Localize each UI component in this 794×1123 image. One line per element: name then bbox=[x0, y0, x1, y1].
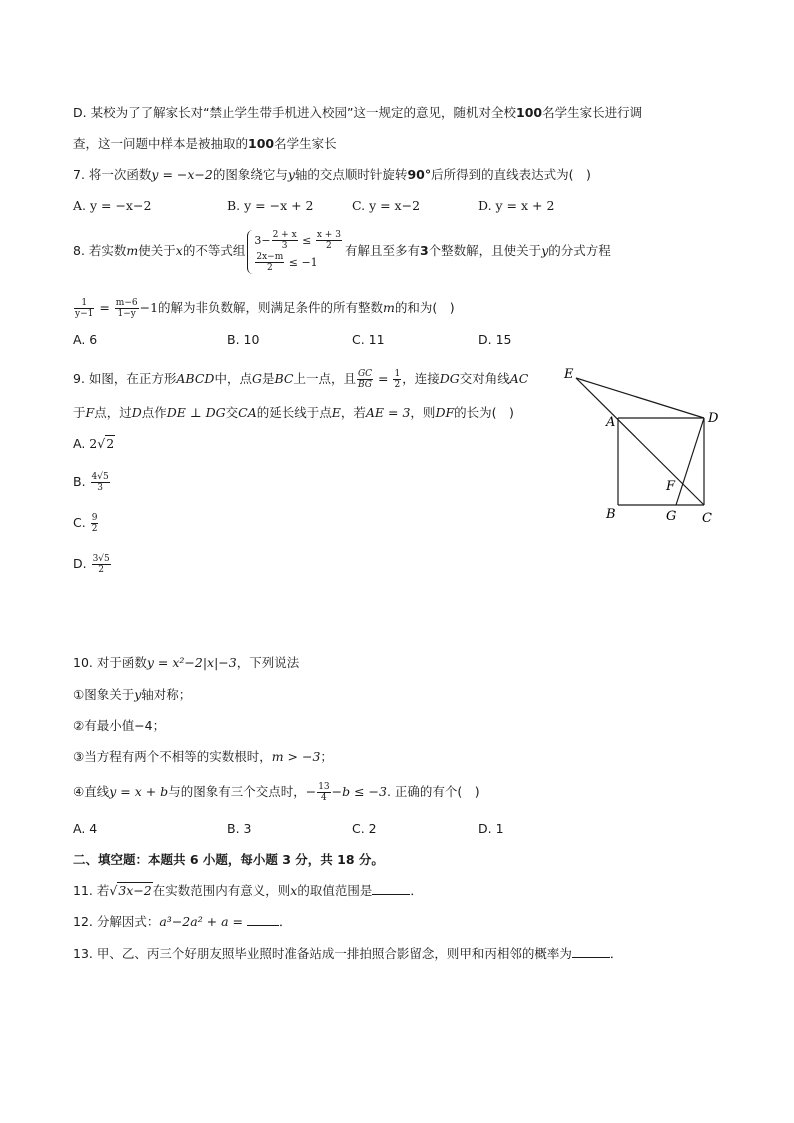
q6-option-d-line2 bbox=[73, 135, 337, 153]
q9-eq: = bbox=[374, 371, 393, 386]
q13-tail: ． bbox=[609, 946, 623, 961]
q7-opt-b-text: B. y = −x + 2 bbox=[227, 198, 314, 213]
q11-x: x bbox=[290, 883, 298, 898]
q8-i1b: ≤ bbox=[298, 233, 315, 247]
q9-optd-label: D. bbox=[73, 556, 91, 571]
q11-b: 在实数范围内有意义，则 bbox=[152, 883, 291, 898]
q9-l2f: ，若 bbox=[340, 405, 366, 420]
question-10-stem bbox=[73, 654, 299, 672]
q7-d: 后所得到的直线表达式为( ) bbox=[431, 167, 591, 182]
q10-s4-num: 13 bbox=[318, 782, 330, 792]
q10-s4a: ④直线 bbox=[73, 784, 110, 799]
q8-c: 的不等式组 bbox=[182, 243, 246, 258]
q7-a: 7. 将一次函数 bbox=[73, 167, 152, 182]
question-13 bbox=[73, 945, 622, 963]
q11-answer-blank[interactable] bbox=[372, 882, 410, 895]
q10-opt-c-text: C. 2 bbox=[352, 821, 377, 836]
q10-s4c: 与的图象有三个交点时， bbox=[168, 784, 306, 799]
q10-s4d: − bbox=[305, 784, 317, 799]
q10-option-d bbox=[478, 820, 504, 838]
q9-a: 9. 如图，在正方形 bbox=[73, 371, 177, 386]
q9-l2g: ，则 bbox=[410, 405, 436, 420]
q8-i1-num2: x + 3 bbox=[316, 230, 341, 240]
q9-ratio-den: BG bbox=[358, 380, 372, 390]
q9-b: 中，点 bbox=[214, 371, 252, 386]
q10-s4f: . 正确的有个( ) bbox=[386, 784, 480, 799]
q7-expr: y = −x−2 bbox=[151, 167, 213, 182]
q10-s1a: ①图象关于 bbox=[73, 687, 135, 702]
fig-label-c: C bbox=[702, 511, 712, 526]
q9-abcd: ABCD bbox=[176, 371, 215, 386]
q10-s4b: y = x + b bbox=[109, 784, 169, 799]
q7-deg: 90° bbox=[407, 167, 432, 182]
q10-s1y: y bbox=[134, 687, 142, 702]
q9-bc: BC bbox=[274, 371, 294, 386]
q12-b: ． bbox=[279, 914, 292, 929]
q9-optc-frac bbox=[91, 513, 99, 534]
question-8-stem bbox=[73, 224, 611, 278]
q6d-line2b: 名学生家长 bbox=[274, 136, 337, 151]
q8-eq-d1: y−1 bbox=[75, 309, 94, 319]
q8-option-d bbox=[478, 331, 511, 349]
q9-opta-rad: 2 bbox=[106, 436, 115, 451]
q9-optb-label: B. bbox=[73, 474, 90, 489]
q9-option-d bbox=[73, 552, 112, 576]
q9-half bbox=[393, 369, 401, 390]
q8-h: 的和为( ) bbox=[394, 300, 455, 315]
q9-dg: DG bbox=[439, 371, 460, 386]
q8-g: 的解为非负数解，则满足条件的所有整数 bbox=[158, 300, 384, 315]
q9-optb-frac bbox=[91, 472, 110, 493]
q8-eq-n1: 1 bbox=[74, 298, 94, 309]
q8-i2-num: 2x−m bbox=[256, 252, 284, 262]
q8-i1a: 3− bbox=[254, 233, 271, 247]
q7-opt-c-text: C. y = x−2 bbox=[352, 198, 421, 213]
question-9-line2 bbox=[73, 404, 514, 422]
q9-e: ，连接 bbox=[402, 371, 440, 386]
brace-icon bbox=[247, 230, 253, 274]
q9-ca: CA bbox=[238, 405, 257, 420]
q10-opt-b-text: B. 3 bbox=[227, 821, 252, 836]
q9-l2b: 点，过 bbox=[94, 405, 132, 420]
q9-half-den: 2 bbox=[394, 380, 401, 390]
q12-answer-blank[interactable] bbox=[247, 913, 279, 926]
section-2-text: 二、填空题：本题共 6 小题，每小题 3 分，共 18 分。 bbox=[73, 852, 384, 867]
q10-s4e: −b ≤ −3 bbox=[331, 784, 387, 799]
q9-option-b bbox=[73, 470, 111, 494]
q8-i1-frac1 bbox=[272, 230, 298, 251]
q10-option-b bbox=[227, 820, 251, 838]
q10-b: ，下列说法 bbox=[236, 655, 300, 670]
q8-i1-den2: 2 bbox=[326, 241, 332, 251]
q11-rad: 3x−2 bbox=[118, 883, 152, 898]
q8-eq-frac1 bbox=[74, 298, 94, 319]
q9-half-num: 1 bbox=[394, 369, 401, 379]
q8-inequality-system bbox=[247, 230, 343, 274]
fig-label-a: A bbox=[606, 415, 616, 430]
q8-ineq-2 bbox=[254, 252, 343, 274]
q10-a: 10. 对于函数 bbox=[73, 655, 147, 670]
q6d-text: D. 某校为了了解家长对“禁止学生带手机进入校园”这一规定的意见，随机对全校 bbox=[73, 105, 517, 120]
q6d-num2: 100 bbox=[248, 136, 275, 151]
q8-opt-b-text: B. 10 bbox=[227, 332, 260, 347]
q6d-line2a: 查，这一问题中样本是被抽取的 bbox=[73, 136, 249, 151]
q9-optb-den: 3 bbox=[97, 483, 103, 493]
q6-option-d-line1 bbox=[73, 104, 642, 122]
q9-g: G bbox=[251, 371, 262, 386]
q9-d: 上一点，且 bbox=[293, 371, 356, 386]
q10-option-c bbox=[352, 820, 377, 838]
q12-a: 12. 分解因式： bbox=[73, 914, 160, 929]
fig-label-d: D bbox=[708, 411, 719, 426]
q9-optc-label: C. bbox=[73, 515, 90, 530]
q9-e-pt: E bbox=[331, 405, 341, 420]
q9-df: DF bbox=[435, 405, 455, 420]
q8-ineq-1 bbox=[254, 230, 343, 252]
q6d-num: 100 bbox=[516, 105, 543, 120]
q9-optd-num: 3√5 bbox=[92, 554, 110, 564]
q8-option-b bbox=[227, 331, 259, 349]
q9-optc-num: 9 bbox=[91, 513, 98, 523]
q9-ratio bbox=[357, 369, 373, 390]
q11-a: 11. 若 bbox=[73, 883, 110, 898]
fig-label-g: G bbox=[666, 509, 677, 524]
q9-opta-label: A. bbox=[73, 436, 90, 451]
q9-optc-den: 2 bbox=[91, 524, 98, 534]
fig-label-e: E bbox=[564, 367, 574, 382]
q8-opt-c-text: C. 11 bbox=[352, 332, 385, 347]
q9-opta-coef: 2 bbox=[89, 436, 98, 451]
q9-optd-den: 2 bbox=[98, 565, 105, 575]
q9-ac: AC bbox=[509, 371, 529, 386]
q8-opt-d-text: D. 15 bbox=[478, 332, 512, 347]
q10-s3c: ； bbox=[320, 749, 333, 764]
q12-expr: a³−2a² + a = bbox=[159, 914, 248, 929]
q6d-text2: 名学生家长进行调 bbox=[542, 105, 643, 120]
q9-l2d: 交 bbox=[225, 405, 239, 420]
q8-opt-a-text: A. 6 bbox=[73, 332, 98, 347]
q8-eq-frac2 bbox=[115, 298, 139, 319]
question-8-line2 bbox=[73, 296, 455, 320]
q13-answer-blank[interactable] bbox=[572, 945, 610, 958]
q8-y: y bbox=[541, 243, 549, 258]
fig-label-f: F bbox=[666, 479, 676, 494]
section-2-heading bbox=[73, 851, 384, 869]
q9-l2e: 的延长线于点 bbox=[256, 405, 332, 420]
q11-d: ． bbox=[410, 883, 423, 898]
q9-f: 交对角线 bbox=[459, 371, 510, 386]
q7-option-a bbox=[73, 197, 151, 215]
q9-option-a bbox=[73, 435, 115, 453]
q10-s4-den: 4 bbox=[321, 793, 327, 803]
fig-label-b: B bbox=[606, 507, 616, 522]
q9-d-pt: D bbox=[131, 405, 142, 420]
q7-option-d bbox=[478, 197, 554, 215]
q9-deperp: DE ⊥ DG bbox=[166, 405, 226, 420]
q8-eq-tail: −1 bbox=[139, 300, 159, 315]
q8-d: 有解且至多有 bbox=[344, 243, 420, 258]
q9-ratio-num: GC bbox=[357, 369, 373, 379]
q8-x: x bbox=[175, 243, 183, 258]
q9-l2h: 的长为( ) bbox=[454, 405, 514, 420]
question-7-stem bbox=[73, 166, 591, 184]
q8-b: 使关于 bbox=[138, 243, 176, 258]
q8-a: 8. 若实数 bbox=[73, 243, 127, 258]
question-9-stem bbox=[73, 367, 528, 391]
q10-s4-frac bbox=[317, 782, 330, 803]
q10-s3a: ③当方程有两个不相等的实数根时， bbox=[73, 749, 272, 764]
q13-stem: 13. 甲、乙、丙三个好朋友照毕业照时准备站成一排拍照合影留念，则甲和丙相邻的概率为 bbox=[73, 946, 572, 961]
q11-c: 的取值范围是 bbox=[297, 883, 373, 898]
q9-c: 是 bbox=[261, 371, 275, 386]
q11-sqrt: √3x−2 bbox=[109, 883, 152, 898]
q8-m2: m bbox=[383, 300, 395, 315]
q10-func: y = x²−2|x|−3 bbox=[146, 655, 237, 670]
q8-eq-d2: 1−y bbox=[117, 309, 136, 319]
question-11 bbox=[73, 882, 423, 900]
q7-option-c bbox=[352, 197, 420, 215]
q8-i1-den: 3 bbox=[281, 241, 288, 251]
q9-optb-num: 4√5 bbox=[91, 472, 109, 482]
q8-i1-frac2 bbox=[316, 230, 342, 251]
q7-c: 轴的交点顺时针旋转 bbox=[294, 167, 408, 182]
q8-option-c bbox=[352, 331, 385, 349]
q10-statement-2 bbox=[73, 717, 165, 735]
q9-opta-val: 2√2 bbox=[89, 436, 115, 451]
q8-i2-frac bbox=[255, 252, 284, 273]
q7-b: 的图象绕它与 bbox=[212, 167, 288, 182]
q10-opt-d-text: D. 1 bbox=[478, 821, 504, 836]
q10-opt-a-text: A. 4 bbox=[73, 821, 98, 836]
q10-s1b: 轴对称； bbox=[141, 687, 192, 702]
q8-eq-n2: m−6 bbox=[115, 298, 138, 308]
segment-ed bbox=[576, 378, 704, 418]
q8-e: 个整数解，且使关于 bbox=[428, 243, 542, 258]
q10-statement-1 bbox=[73, 686, 191, 704]
q8-eq-eq: = bbox=[95, 300, 114, 315]
q9-l2a: 于 bbox=[73, 405, 86, 420]
q9-ae: AE = 3 bbox=[365, 405, 411, 420]
q7-opt-d-text: D. y = x + 2 bbox=[478, 198, 555, 213]
q10-statement-3 bbox=[73, 748, 333, 766]
q8-i2-den: 2 bbox=[266, 263, 273, 273]
q7-y: y bbox=[287, 167, 295, 182]
q9-f-pt: F bbox=[85, 405, 95, 420]
q8-i2b: ≤ −1 bbox=[285, 255, 318, 269]
q8-three: 3 bbox=[419, 243, 429, 258]
q9-optd-frac bbox=[92, 554, 111, 575]
q10-s2: ②有最小值−4； bbox=[73, 718, 166, 733]
q7-opt-a-text: A. y = −x−2 bbox=[73, 198, 152, 213]
q7-option-b bbox=[227, 197, 314, 215]
q9-geometry-figure bbox=[556, 360, 756, 530]
q10-statement-4 bbox=[73, 780, 480, 804]
q9-option-c bbox=[73, 511, 99, 535]
q8-option-a bbox=[73, 331, 97, 349]
q8-f: 的分式方程 bbox=[548, 243, 611, 258]
q8-m: m bbox=[126, 243, 139, 258]
q8-i1-num: 2 + x bbox=[272, 230, 297, 240]
question-12 bbox=[73, 913, 292, 931]
q10-s3b: m > −3 bbox=[271, 749, 321, 764]
q10-option-a bbox=[73, 820, 97, 838]
segment-ec bbox=[576, 378, 704, 505]
q9-l2c: 点作 bbox=[141, 405, 167, 420]
